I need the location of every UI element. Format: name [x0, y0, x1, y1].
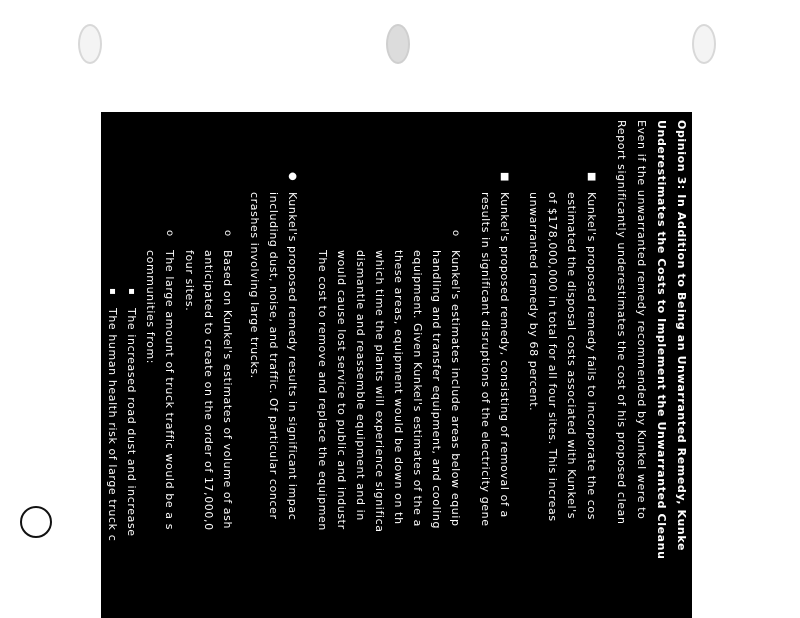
- bullet2-sub-line-8: The cost to remove and replace the equipmen: [316, 250, 329, 531]
- heading-line-2: Underestimates the Costs to Implement the Unwarranted Cleanu: [655, 120, 668, 560]
- bullet-marker: ●: [287, 172, 298, 181]
- rotated-text-block: [49, 112, 692, 618]
- sub-sub-bullet-marker: ▪: [126, 288, 137, 295]
- intro-line-2: Report significantly underestimates the cost of his proposed clean: [615, 120, 628, 525]
- heading-line-1: Opinion 3: In Addition to Being an Unwarranted Remedy, Kunke: [675, 120, 688, 552]
- document-page: [49, 112, 692, 618]
- bullet3-sub2-line-2: communities from:: [144, 250, 157, 365]
- sub-bullet-marker: o: [450, 230, 461, 237]
- bullet3-item2-line-4: based on large traffic crashes alone.: [49, 308, 62, 532]
- bullet3-item1-line-1: The increased road dust and increase: [125, 308, 138, 537]
- bullet2-sub-line-7: would cause lost service to public and industr: [335, 250, 348, 530]
- punch-hole-left: [78, 24, 102, 64]
- bullet-marker: ■: [586, 172, 597, 182]
- bullet2-sub-line-1: Kunkel's estimates include areas below equip: [449, 250, 462, 527]
- punch-hole-center: [386, 24, 410, 64]
- bullet1-line-1: Kunkel's proposed remedy fails to incorporate the cos: [585, 192, 598, 521]
- sub-bullet-marker: o: [164, 230, 175, 237]
- bullet2-sub-line-2: handling and transfer equipment, and cooling: [430, 250, 443, 530]
- bullet3-item2-line-3: Kunkel's proposed remedy is on the o: [68, 308, 81, 537]
- bullet3-item2-line-1: The human health risk of large truck c: [106, 308, 119, 542]
- bullet3-sub1-line-2: anticipated to create on the order of 17,000,0: [202, 250, 215, 531]
- bullet3-line-3: crashes involving large trucks.: [248, 192, 261, 379]
- bullet2-line-2: results in significant disruptions of the electricity gene: [479, 192, 492, 527]
- bullet3-item2-line-2: miles). Based on the above mileage a: [87, 308, 100, 538]
- intro-line-1: Even if the unwarranted remedy recommended by Kunkel were to: [635, 120, 648, 520]
- bullet2-line-1: Kunkel's proposed remedy, consisting of removal of a: [498, 192, 511, 518]
- bullet2-sub-line-3: equipment. Given Kunkel's estimates of the a: [411, 250, 424, 527]
- bullet1-line-3: of $178,000,000 in total for all four sites. This increas: [546, 192, 559, 522]
- bullet1-line-4: unwarranted remedy by 68 percent.: [527, 192, 540, 412]
- bullet3-sub2-line-1: The large amount of truck traffic would be a s: [163, 250, 176, 531]
- bullet3-sub1-line-1: Based on Kunkel's estimates of volume of ash: [221, 250, 234, 530]
- bullet2-sub-line-4: these areas, equipment would be down on th: [392, 250, 405, 525]
- bullet2-sub-line-6: dismantle and reassemble equipment and in: [354, 250, 367, 521]
- bullet-marker: ■: [499, 172, 510, 182]
- bullet2-sub-line-5: which time the plants will experience significa: [373, 250, 386, 533]
- sub-bullet-marker: o: [222, 230, 233, 237]
- bullet1-line-2: estimated the disposal costs associated with Kunkel's: [565, 192, 578, 520]
- punch-hole-right: [692, 24, 716, 64]
- bullet3-sub1-line-3: four sites.: [183, 250, 196, 312]
- sub-sub-bullet-marker: ▪: [107, 288, 118, 295]
- bullet3-line-1: Kunkel's proposed remedy results in significant impac: [286, 192, 299, 521]
- bullet3-line-2: including dust, noise, and traffic. Of particular concer: [267, 192, 280, 520]
